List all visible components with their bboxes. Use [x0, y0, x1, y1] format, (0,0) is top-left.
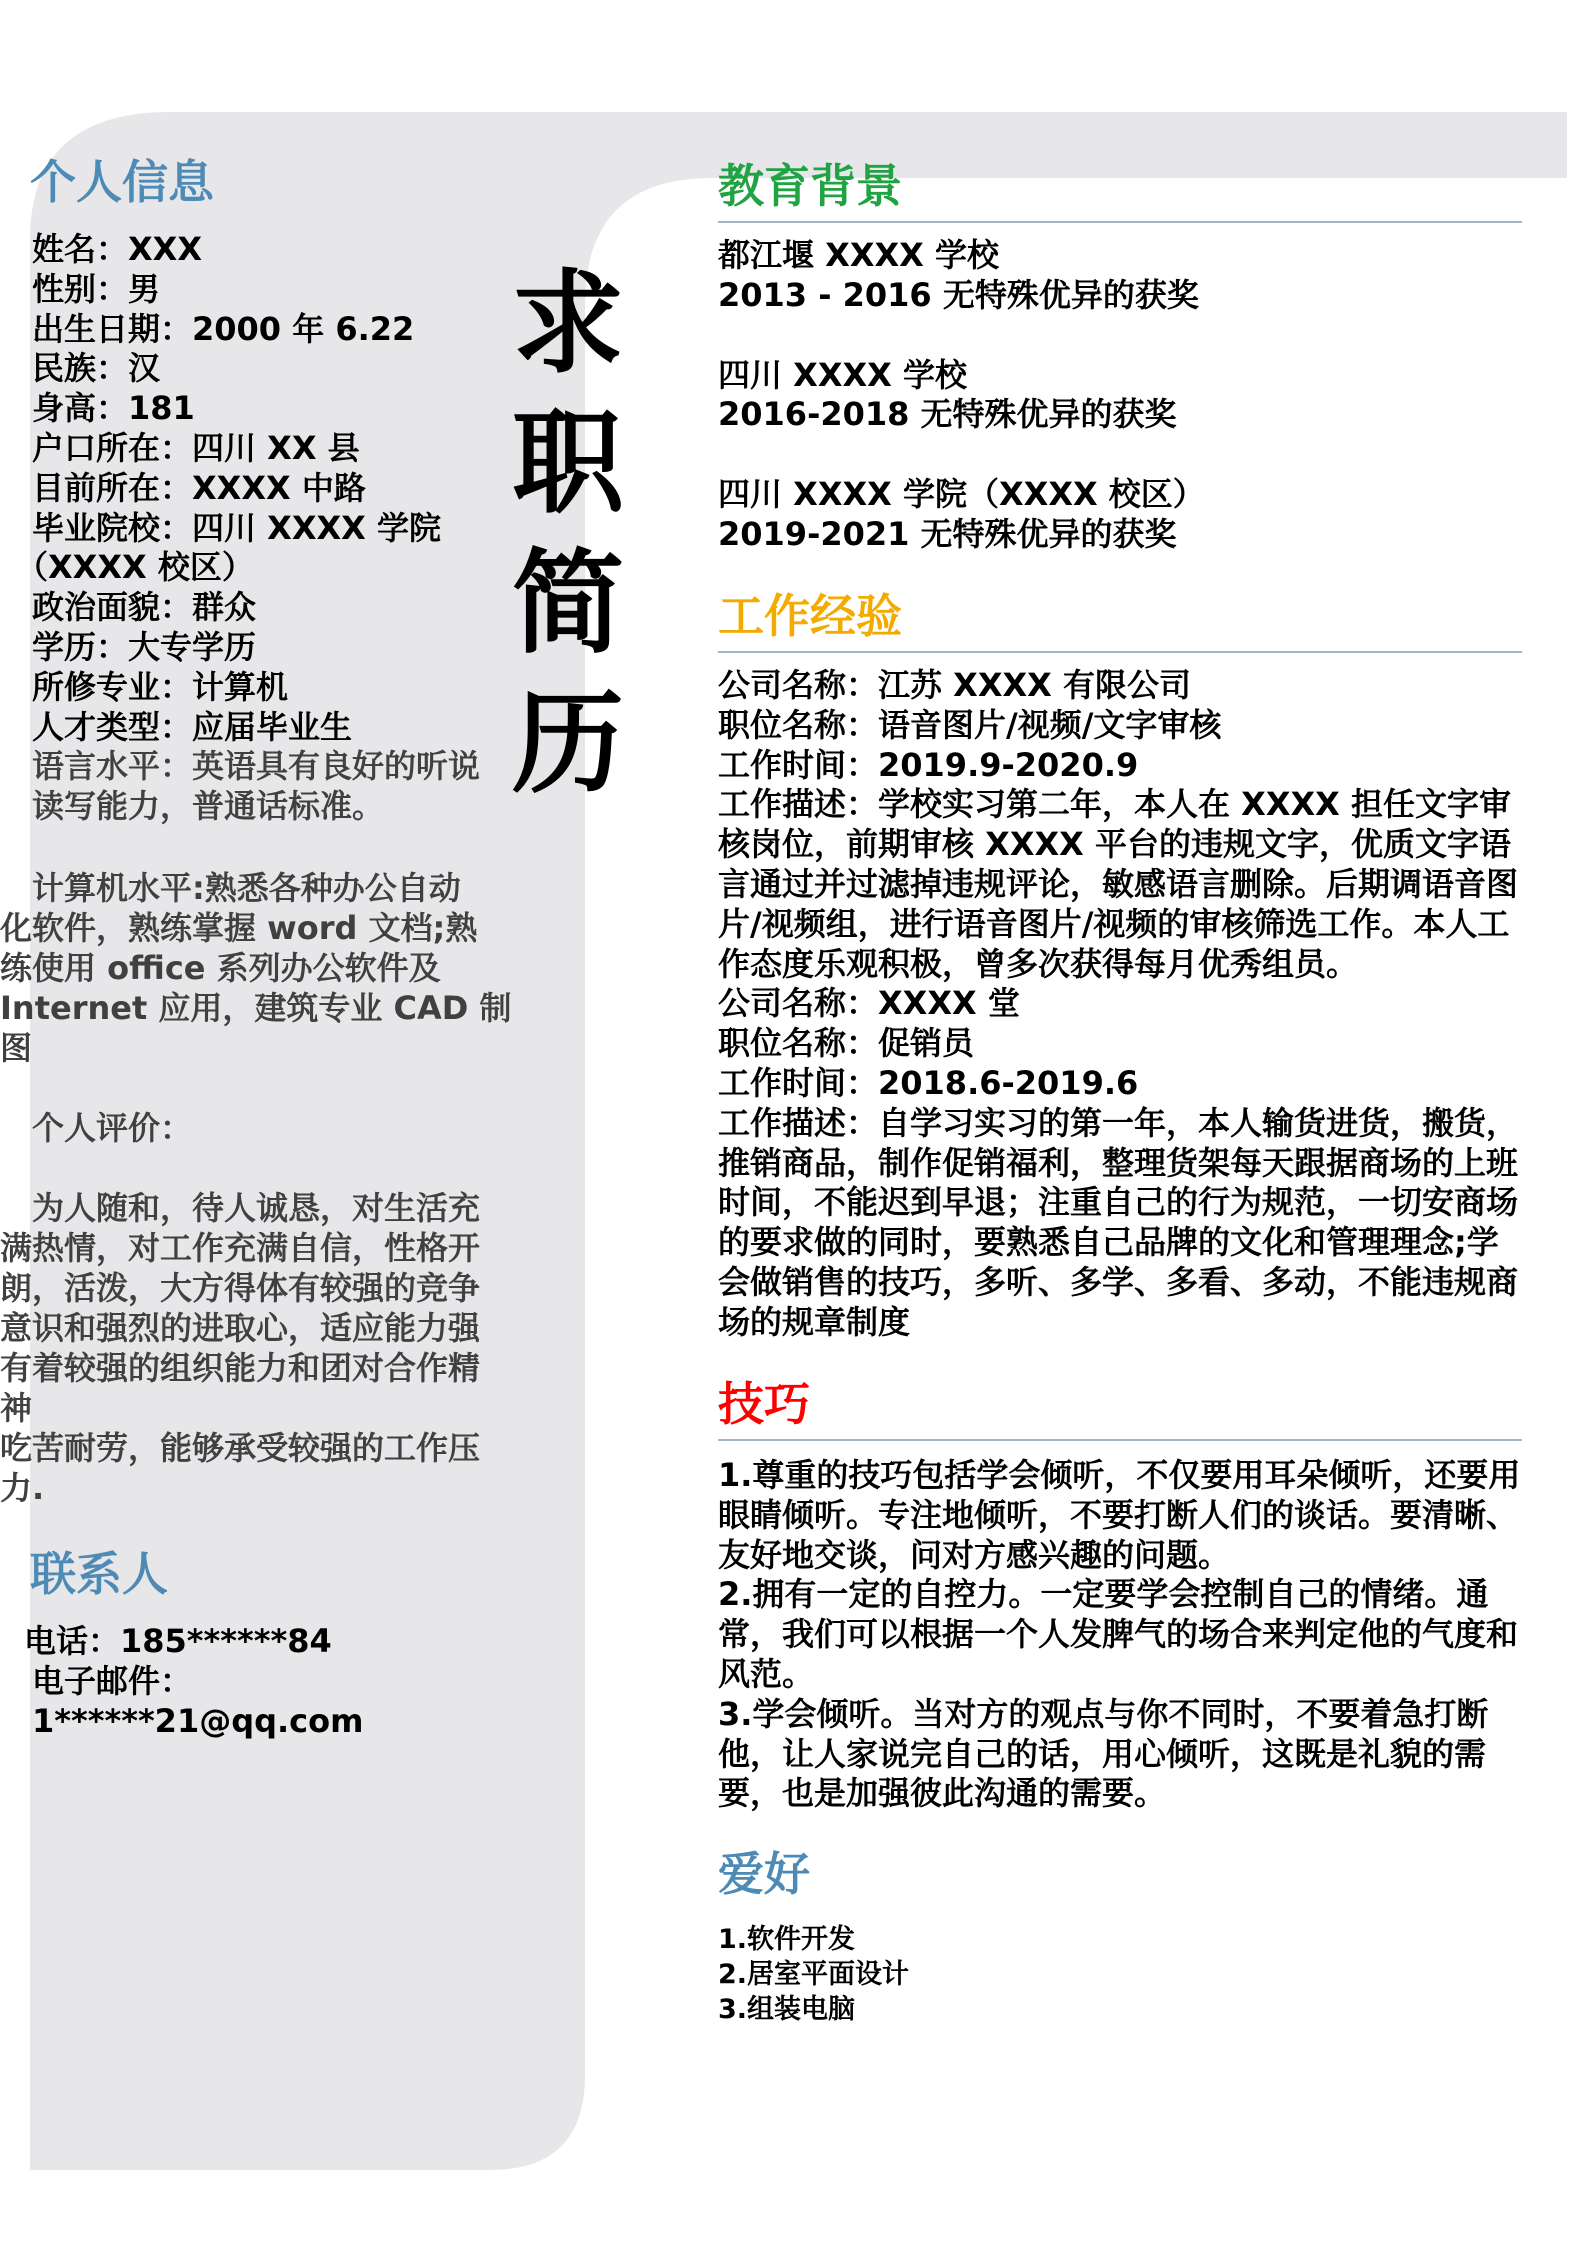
evaluation-line: 有着较强的组织能力和团对合作精 — [0, 1349, 481, 1387]
computer-line: 练使用 office 系列办公软件及 — [0, 949, 441, 987]
info-language-line-1: 语言水平：英语具有良好的听说 — [32, 747, 481, 786]
work-line: 推销商品，制作促销福利，整理货架每天跟据商场的上班 — [718, 1143, 1519, 1182]
computer-line: 计算机水平:熟悉各种办公自动 — [32, 869, 461, 907]
info-school: 毕业院校：四川 XXXX 学院 — [32, 508, 441, 547]
work-line: 工作时间：2019.9-2020.9 — [718, 745, 1139, 784]
resume-title-char: 求 — [512, 259, 624, 389]
info-major: 所修专业：计算机 — [32, 667, 289, 706]
education-title: 教育背景 — [718, 159, 902, 213]
computer-line: 图 — [0, 1029, 33, 1067]
education-school: 四川 XXXX 学院（XXXX 校区） — [718, 475, 1205, 514]
evaluation-line: 神 — [0, 1389, 33, 1427]
skills-line: 眼睛倾听。专注地倾听，不要打断人们的谈话。要清晰、 — [718, 1495, 1519, 1534]
skills-line: 1.尊重的技巧包括学会倾听，不仅要用耳朵倾听，还要用 — [718, 1456, 1521, 1494]
info-current-location: 目前所在：XXXX 中路 — [32, 468, 366, 507]
contact-email: 1******21@qq.com — [32, 1701, 364, 1740]
skills-line: 友好地交谈，问对方感兴趣的问题。 — [718, 1535, 1231, 1574]
info-name: 姓名：XXX — [32, 230, 203, 268]
info-ethnicity: 民族：汉 — [32, 349, 161, 388]
skills-list — [718, 1456, 1520, 1814]
skills-line: 2.拥有一定的自控力。一定要学会控制自己的情绪。通 — [718, 1575, 1489, 1614]
contact-block — [24, 1622, 363, 1741]
info-gender: 性别：男 — [32, 269, 161, 308]
info-height: 身高：181 — [32, 389, 195, 428]
resume-title-char: 职 — [512, 399, 624, 529]
skills-line: 要，也是加强彼此沟通的需要。 — [718, 1774, 1167, 1813]
skills-line: 风范。 — [718, 1654, 815, 1693]
education-detail: 2013 - 2016 无特殊优异的获奖 — [718, 275, 1199, 314]
info-education-level: 学历：大专学历 — [32, 627, 257, 666]
evaluation-label: 个人评价： — [32, 1109, 193, 1147]
skills-title: 技巧 — [718, 1377, 810, 1431]
info-language-line-2: 读写能力，普通话标准。 — [32, 787, 385, 826]
work-line: 片/视频组，进行语音图片/视频的审核筛选工作。本人工 — [718, 904, 1510, 943]
skills-line: 3.学会倾听。当对方的观点与你不同时，不要着急打断 — [718, 1694, 1489, 1733]
computer-skills-block — [0, 868, 512, 1068]
hobby-item: 2.居室平面设计 — [718, 1959, 910, 1990]
work-line: 的要求做的同时，要熟悉自己品牌的文化和管理理念;学 — [718, 1223, 1499, 1262]
work-line: 作态度乐观积极，曾多次获得每月优秀组员。 — [718, 944, 1359, 983]
resume-title-char: 简 — [512, 539, 624, 669]
work-line: 工作时间：2018.6-2019.6 — [718, 1063, 1139, 1102]
education-school: 四川 XXXX 学校 — [718, 355, 967, 394]
education-school: 都江堰 XXXX 学校 — [718, 236, 999, 274]
hobbies-list — [718, 1922, 909, 2027]
info-political-status: 政治面貌：群众 — [32, 588, 257, 627]
contact-email-label: 电子邮件： — [32, 1661, 193, 1700]
info-hukou: 户口所在：四川 XX 县 — [32, 428, 360, 467]
education-divider — [718, 221, 1522, 223]
evaluation-line: 力. — [0, 1469, 45, 1507]
info-birthdate: 出生日期：2000 年 6.22 — [32, 309, 415, 348]
personal-info-list — [16, 230, 481, 827]
skills-divider — [718, 1439, 1522, 1441]
evaluation-block — [0, 1188, 480, 1508]
computer-line: Internet 应用，建筑专业 CAD 制 — [0, 989, 512, 1027]
info-talent-type: 人才类型：应届毕业生 — [32, 707, 353, 746]
evaluation-line: 意识和强烈的进取心，适应能力强 — [0, 1309, 481, 1347]
hobby-item: 1.软件开发 — [718, 1924, 856, 1955]
computer-line: 化软件，熟练掌握 word 文档;熟 — [0, 909, 478, 947]
hobbies-title: 爱好 — [718, 1847, 810, 1901]
evaluation-line: 为人随和，待人诚恳，对生活充 — [32, 1189, 481, 1227]
work-line: 时间，不能迟到早退；注重自己的行为规范，一切安商场 — [718, 1183, 1519, 1222]
work-line: 职位名称：促销员 — [718, 1024, 975, 1063]
education-detail: 2019-2021 无特殊优异的获奖 — [718, 514, 1177, 553]
contact-phone: 电话：185******84 — [24, 1622, 332, 1660]
evaluation-line: 吃苦耐劳，能够承受较强的工作压 — [0, 1429, 481, 1467]
work-line: 公司名称：江苏 XXXX 有限公司 — [718, 666, 1191, 704]
work-line: 工作描述：学校实习第二年，本人在 XXXX 担任文字审 — [718, 785, 1511, 824]
work-line: 会做销售的技巧，多听、多学、多看、多动，不能违规商 — [718, 1262, 1519, 1301]
education-detail: 2016-2018 无特殊优异的获奖 — [718, 395, 1177, 434]
personal-info-title: 个人信息 — [30, 155, 214, 209]
skills-line: 他，让人家说完自己的话，用心倾听，这既是礼貌的需 — [718, 1734, 1487, 1773]
resume-title-char: 历 — [512, 679, 624, 809]
work-line: 工作描述：自学习实习的第一年，本人输货进货，搬货， — [718, 1103, 1519, 1142]
work-line: 公司名称：XXXX 堂 — [718, 984, 1020, 1023]
skills-line: 常，我们可以根据一个人发脾气的场合来判定他的气度和 — [718, 1615, 1519, 1654]
work-line: 言通过并过滤掉违规评论，敏感语言删除。后期调语音图 — [718, 864, 1519, 903]
work-line: 核岗位，前期审核 XXXX 平台的违规文字，优质文字语 — [718, 825, 1511, 864]
hobby-item: 3.组装电脑 — [718, 1994, 856, 2025]
work-line: 场的规章制度 — [718, 1302, 911, 1341]
evaluation-line: 满热情，对工作充满自信，性格开 — [0, 1229, 481, 1267]
info-school-campus: （XXXX 校区） — [16, 548, 254, 587]
work-list — [718, 666, 1518, 1343]
evaluation-line: 朗，活泼，大方得体有较强的竞争 — [0, 1269, 481, 1307]
contact-title: 联系人 — [30, 1547, 168, 1601]
work-title: 工作经验 — [718, 589, 902, 643]
work-divider — [718, 651, 1522, 653]
education-list — [718, 236, 1205, 555]
work-line: 职位名称：语音图片/视频/文字审核 — [718, 705, 1222, 744]
